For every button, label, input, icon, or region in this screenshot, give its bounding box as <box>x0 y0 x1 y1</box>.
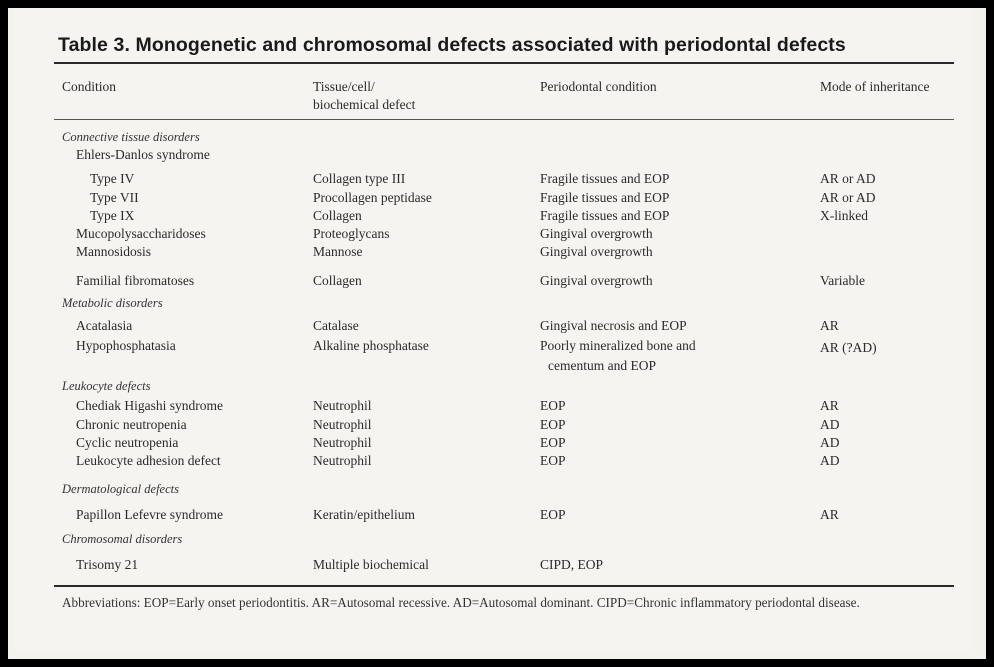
tissue-cell: Neutrophil <box>313 453 372 468</box>
category-label: Chromosomal disorders <box>62 532 183 546</box>
table-row <box>0 397 994 418</box>
inheritance-cell: X-linked <box>820 208 868 223</box>
header-periodontal: Periodontal condition <box>540 79 657 94</box>
header-inheritance: Mode of inheritance <box>820 79 930 94</box>
periodontal-cell: Gingival overgrowth <box>540 226 653 241</box>
inheritance-cell: AR (?AD) <box>820 340 877 355</box>
category-row <box>0 530 994 551</box>
periodontal-cell: EOP <box>540 417 566 432</box>
condition-cell: Type IV <box>90 171 135 186</box>
inheritance-cell: AD <box>820 417 840 432</box>
table-row <box>0 170 994 191</box>
inheritance-cell: AD <box>820 453 840 468</box>
header-tissue-line1: Tissue/cell/ <box>313 79 375 94</box>
inheritance-cell: AR or AD <box>820 190 876 205</box>
category-row <box>0 294 994 315</box>
periodontal-cell: Poorly mineralized bone and <box>540 338 696 353</box>
condition-cell: Mucopolysaccharidoses <box>76 226 206 241</box>
header-tissue-line2: biochemical defect <box>313 97 416 112</box>
tissue-cell: Neutrophil <box>313 417 372 432</box>
periodontal-cell: CIPD, EOP <box>540 557 604 572</box>
tissue-cell: Keratin/epithelium <box>313 507 415 522</box>
tissue-cell: Collagen <box>313 273 362 288</box>
condition-cell: Papillon Lefevre syndrome <box>76 507 223 522</box>
tissue-cell: Collagen type III <box>313 171 406 186</box>
periodontal-cell: Gingival necrosis and EOP <box>540 318 687 333</box>
condition-cell: Cyclic neutropenia <box>76 435 179 450</box>
category-label: Leukocyte defects <box>62 379 151 393</box>
periodontal-cell: Fragile tissues and EOP <box>540 171 670 186</box>
tissue-cell: Mannose <box>313 244 363 259</box>
table-row <box>0 243 994 264</box>
periodontal-cell: Gingival overgrowth <box>540 244 653 259</box>
periodontal-cell: EOP <box>540 398 566 413</box>
category-row <box>0 377 994 398</box>
top-rule <box>54 62 954 64</box>
condition-cell: Familial fibromatoses <box>76 273 195 288</box>
periodontal-cell-continuation: cementum and EOP <box>548 358 656 373</box>
inheritance-cell: AD <box>820 435 840 450</box>
header-tissue <box>313 78 415 114</box>
category-label: Dermatological defects <box>62 482 179 496</box>
condition-cell: Mannosidosis <box>76 244 152 259</box>
condition-cell: Type VII <box>90 190 139 205</box>
table-row <box>0 556 994 577</box>
tissue-cell: Multiple biochemical <box>313 557 429 572</box>
inheritance-cell: AR <box>820 398 839 413</box>
tissue-cell: Neutrophil <box>313 435 372 450</box>
inheritance-cell: AR or AD <box>820 171 876 186</box>
condition-cell: Acatalasia <box>76 318 133 333</box>
bottom-rule <box>54 585 954 587</box>
header-rule <box>54 119 954 120</box>
periodontal-cell: EOP <box>540 453 566 468</box>
condition-cell: Chediak Higashi syndrome <box>76 398 223 413</box>
table-row <box>0 146 994 167</box>
periodontal-cell: Fragile tissues and EOP <box>540 190 670 205</box>
tissue-cell: Neutrophil <box>313 398 372 413</box>
footnote: Abbreviations: EOP=Early onset periodontitis. AR=Autosomal recessive. AD=Autosomal dominant. CIPD=Chronic inflammatory periodontal disease. <box>62 595 860 610</box>
condition-cell: Trisomy 21 <box>76 557 139 572</box>
tissue-cell: Procollagen peptidase <box>313 190 432 205</box>
category-label: Connective tissue disorders <box>62 130 200 144</box>
category-label: Metabolic disorders <box>62 296 163 310</box>
table-row <box>0 272 994 293</box>
tissue-cell: Proteoglycans <box>313 226 390 241</box>
inheritance-cell: Variable <box>820 273 865 288</box>
tissue-cell: Collagen <box>313 208 362 223</box>
periodontal-cell: Fragile tissues and EOP <box>540 208 670 223</box>
condition-cell: Ehlers-Danlos syndrome <box>76 147 210 162</box>
category-row <box>0 480 994 501</box>
header-condition: Condition <box>62 79 117 94</box>
tissue-cell: Alkaline phosphatase <box>313 338 429 353</box>
table-row <box>0 317 994 338</box>
periodontal-cell: EOP <box>540 507 566 522</box>
tissue-cell: Catalase <box>313 318 359 333</box>
periodontal-cell: Gingival overgrowth <box>540 273 653 288</box>
condition-cell: Type IX <box>90 208 135 223</box>
table-row <box>0 452 994 473</box>
inheritance-cell: AR <box>820 318 839 333</box>
inheritance-cell: AR <box>820 507 839 522</box>
table-title: Table 3. Monogenetic and chromosomal defects associated with periodontal defects <box>58 34 846 56</box>
condition-cell: Hypophosphatasia <box>76 338 176 353</box>
periodontal-cell: EOP <box>540 435 566 450</box>
table-row <box>0 506 994 527</box>
condition-cell: Leukocyte adhesion defect <box>76 453 221 468</box>
condition-cell: Chronic neutropenia <box>76 417 187 432</box>
table-row <box>0 337 994 373</box>
